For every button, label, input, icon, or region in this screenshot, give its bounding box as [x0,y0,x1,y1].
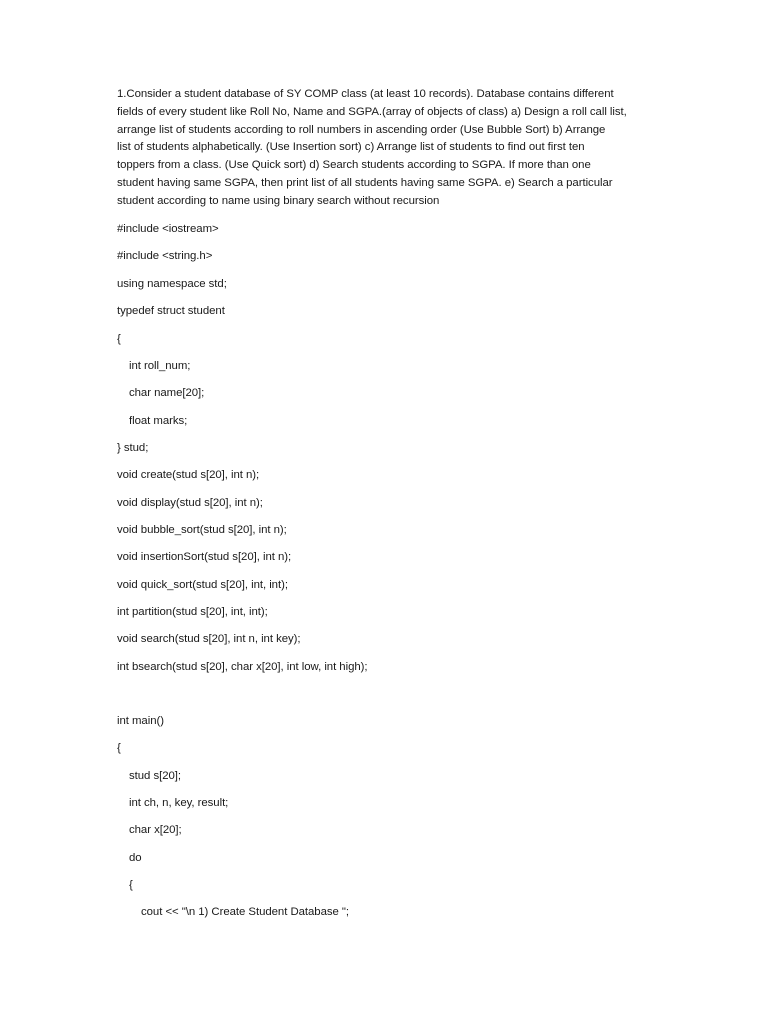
code-line-insertion-sort-proto: void insertionSort(stud s[20], int n); [117,551,292,563]
problem-line: list of students alphabetically. (Use Insertion sort) c) Arrange list of students to find out first ten [117,141,585,154]
code-line-include-iostream: #include <iostream> [117,223,219,235]
problem-line: student having same SGPA, then print list of all students having same SGPA. e) Search a particular [117,176,613,189]
problem-line: fields of every student like Roll No, Name and SGPA.(array of objects of class) a) Design a roll call list, [117,105,627,118]
problem-line: student according to name using binary search without recursion [117,194,440,207]
code-line-quick-sort-proto: void quick_sort(stud s[20], int, int); [117,579,288,591]
code-line-bsearch-proto: int bsearch(stud s[20], char x[20], int low, int high); [117,661,368,673]
problem-statement [117,86,657,211]
code-line-int-vars: int ch, n, key, result; [129,797,229,809]
problem-line: arrange list of students according to roll numbers in ascending order (Use Bubble Sort) b) Arrange [117,123,606,136]
code-line-using-namespace: using namespace std; [117,278,227,290]
code-line-roll-num: int roll_num; [129,360,191,372]
code-line-typedef-struct: typedef struct student [117,305,225,317]
code-line-do-open-brace: { [129,879,133,891]
code-line-bubble-sort-proto: void bubble_sort(stud s[20], int n); [117,524,287,536]
code-line-char-x: char x[20]; [129,824,182,836]
problem-line: 1.Consider a student database of SY COMP class (at least 10 records). Database contains different [117,88,614,100]
code-line-stud-array: stud s[20]; [129,770,182,782]
code-line-open-brace: { [117,333,121,345]
code-line-close-struct: } stud; [117,442,149,454]
code-line-main: int main() [117,715,164,727]
problem-line: toppers from a class. (Use Quick sort) d) Search students according to SGPA. If more than one [117,159,591,172]
code-line-include-string: #include <string.h> [117,250,213,262]
code-line-marks: float marks; [129,415,188,427]
code-line-create-proto: void create(stud s[20], int n); [117,469,260,481]
code-line-main-open-brace: { [117,742,121,754]
code-line-partition-proto: int partition(stud s[20], int, int); [117,606,268,618]
code-line-do: do [129,852,142,864]
code-line-name: char name[20]; [129,387,205,399]
code-line-cout-create: cout << "\n 1) Create Student Database "; [141,906,350,918]
code-line-search-proto: void search(stud s[20], int n, int key); [117,633,301,645]
code-line-display-proto: void display(stud s[20], int n); [117,497,263,509]
